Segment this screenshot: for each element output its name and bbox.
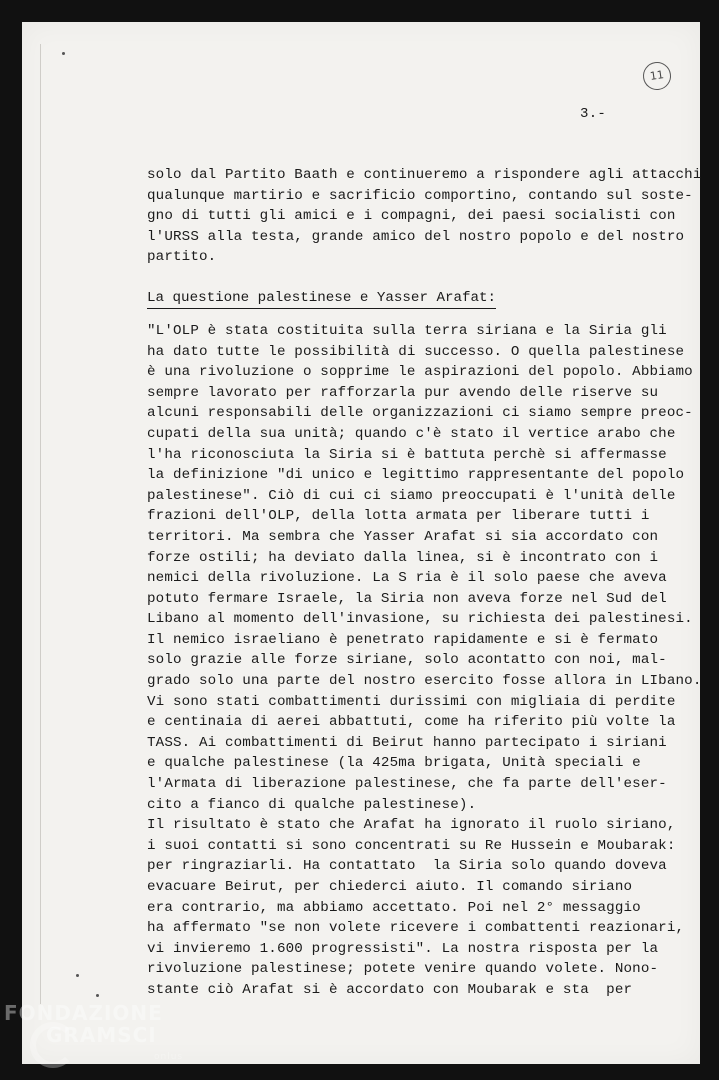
page-number: 3.- [580, 106, 607, 122]
section-paragraph [147, 321, 702, 1001]
text-line: l'ha riconosciuta la Siria si è battuta perchè si affermasse [147, 446, 667, 463]
text-line: ha affermato "se non volete ricevere i combattenti reazionari, [147, 920, 685, 937]
text-line: l'URSS alla testa, grande amico del nostro popolo e del nostro [147, 228, 685, 245]
paper-speck [76, 974, 79, 977]
text-line: la definizione "di unico e legittimo rappresentante del popolo [147, 467, 685, 484]
text-line: Il risultato è stato che Arafat ha ignorato il ruolo siriano, [147, 817, 676, 834]
text-line: e centinaia di aerei abbattuti, come ha riferito più volte la [147, 714, 676, 731]
text-line: Il nemico israeliano è penetrato rapidamente e si è fermato [147, 631, 659, 648]
text-line: vi invieremo 1.600 progressisti". La nostra risposta per la [147, 940, 659, 957]
text-line: territori. Ma sembra che Yasser Arafat si sia accordato con [147, 528, 659, 545]
text-line: frazioni dell'OLP, della lotta armata per liberare tutti i [147, 508, 650, 525]
document-body [147, 165, 702, 1001]
text-line: era contrario, ma abbiamo accettato. Poi nel 2° messaggio [147, 899, 641, 916]
text-line: qualunque martirio e sacrificio comportino, contando sul soste- [147, 187, 693, 204]
text-line: i suoi contatti si sono concentrati su Re Hussein e Moubarak: [147, 837, 676, 854]
text-line: solo grazie alle forze siriane, solo acontatto con noi, mal- [147, 652, 667, 669]
text-line: evacuare Beirut, per chiederci aiuto. Il comando siriano [147, 879, 633, 895]
text-line: stante ciò Arafat si è accordato con Moubarak e sta per [147, 981, 633, 998]
watermark-line1: FONDAZIONE [4, 1001, 163, 1025]
text-line: TASS. Ai combattimenti di Beirut hanno partecipato i siriani [147, 734, 667, 751]
folio-stamp: 11 [641, 60, 673, 92]
text-line: potuto fermare Israele, la Siria non aveva forze nel Sud del [147, 590, 667, 607]
text-line: partito. [147, 249, 217, 266]
text-line: e qualche palestinese (la 425ma brigata, Unità speciali e [147, 755, 641, 772]
text-line: Libano al momento dell'invasione, su richiesta dei palestinesi. [147, 611, 693, 628]
paper-speck [96, 994, 99, 997]
text-line: solo dal Partito Baath e continueremo a rispondere agli attacchi [147, 167, 702, 183]
text-line: è una rivoluzione o sopprime le aspirazioni del popolo. Abbiamo [147, 364, 693, 381]
text-line: l'Armata di liberazione palestinese, che fa parte dell'eser- [147, 776, 667, 793]
text-line: grado solo una parte del nostro esercito fosse allora in LIbano. [147, 673, 702, 690]
gramsci-logo-icon [30, 1022, 76, 1068]
fondazione-gramsci-watermark [4, 1001, 184, 1062]
text-line: ha dato tutte le possibilità di successo. O quella palestinese [147, 343, 685, 360]
text-line: forze ostili; ha deviato dalla linea, si è incontrato con i [147, 549, 659, 566]
text-line: gno di tutti gli amici e i compagni, dei paesi socialisti con [147, 208, 676, 225]
text-line: cito a fianco di qualche palestinese). [147, 796, 477, 813]
text-line: per ringraziarli. Ha contattato la Siria solo quando doveva [147, 858, 667, 875]
watermark-suffix: onlus [154, 1052, 184, 1062]
paragraph-gap [147, 268, 677, 288]
text-line: alcuni responsabili delle organizzazioni ci siamo sempre preoc- [147, 405, 693, 422]
watermark-line2: GRAMSCI [46, 1023, 157, 1047]
text-line: rivoluzione palestinese; potete venire quando volete. Nono- [147, 961, 659, 978]
page-margin-line [40, 44, 41, 1004]
text-line: palestinese". Ciò di cui ci siamo preoccupati è l'unità delle [147, 487, 676, 504]
text-line: "L'OLP è stata costituita sulla terra siriana e la Siria gli [147, 322, 667, 339]
paper-speck [62, 52, 65, 55]
continuation-paragraph [147, 165, 702, 268]
text-line: nemici della rivoluzione. La S ria è il solo paese che aveva [147, 570, 667, 587]
text-line: Vi sono stati combattimenti durissimi con migliaia di perdite [147, 693, 676, 710]
text-line: sempre lavorato per rafforzarla pur avendo delle riserve su [147, 384, 659, 401]
text-line: cupati della sua unità; quando c'è stato il vertice arabo che [147, 425, 676, 442]
section-heading: La questione palestinese e Yasser Arafat: [147, 288, 496, 309]
